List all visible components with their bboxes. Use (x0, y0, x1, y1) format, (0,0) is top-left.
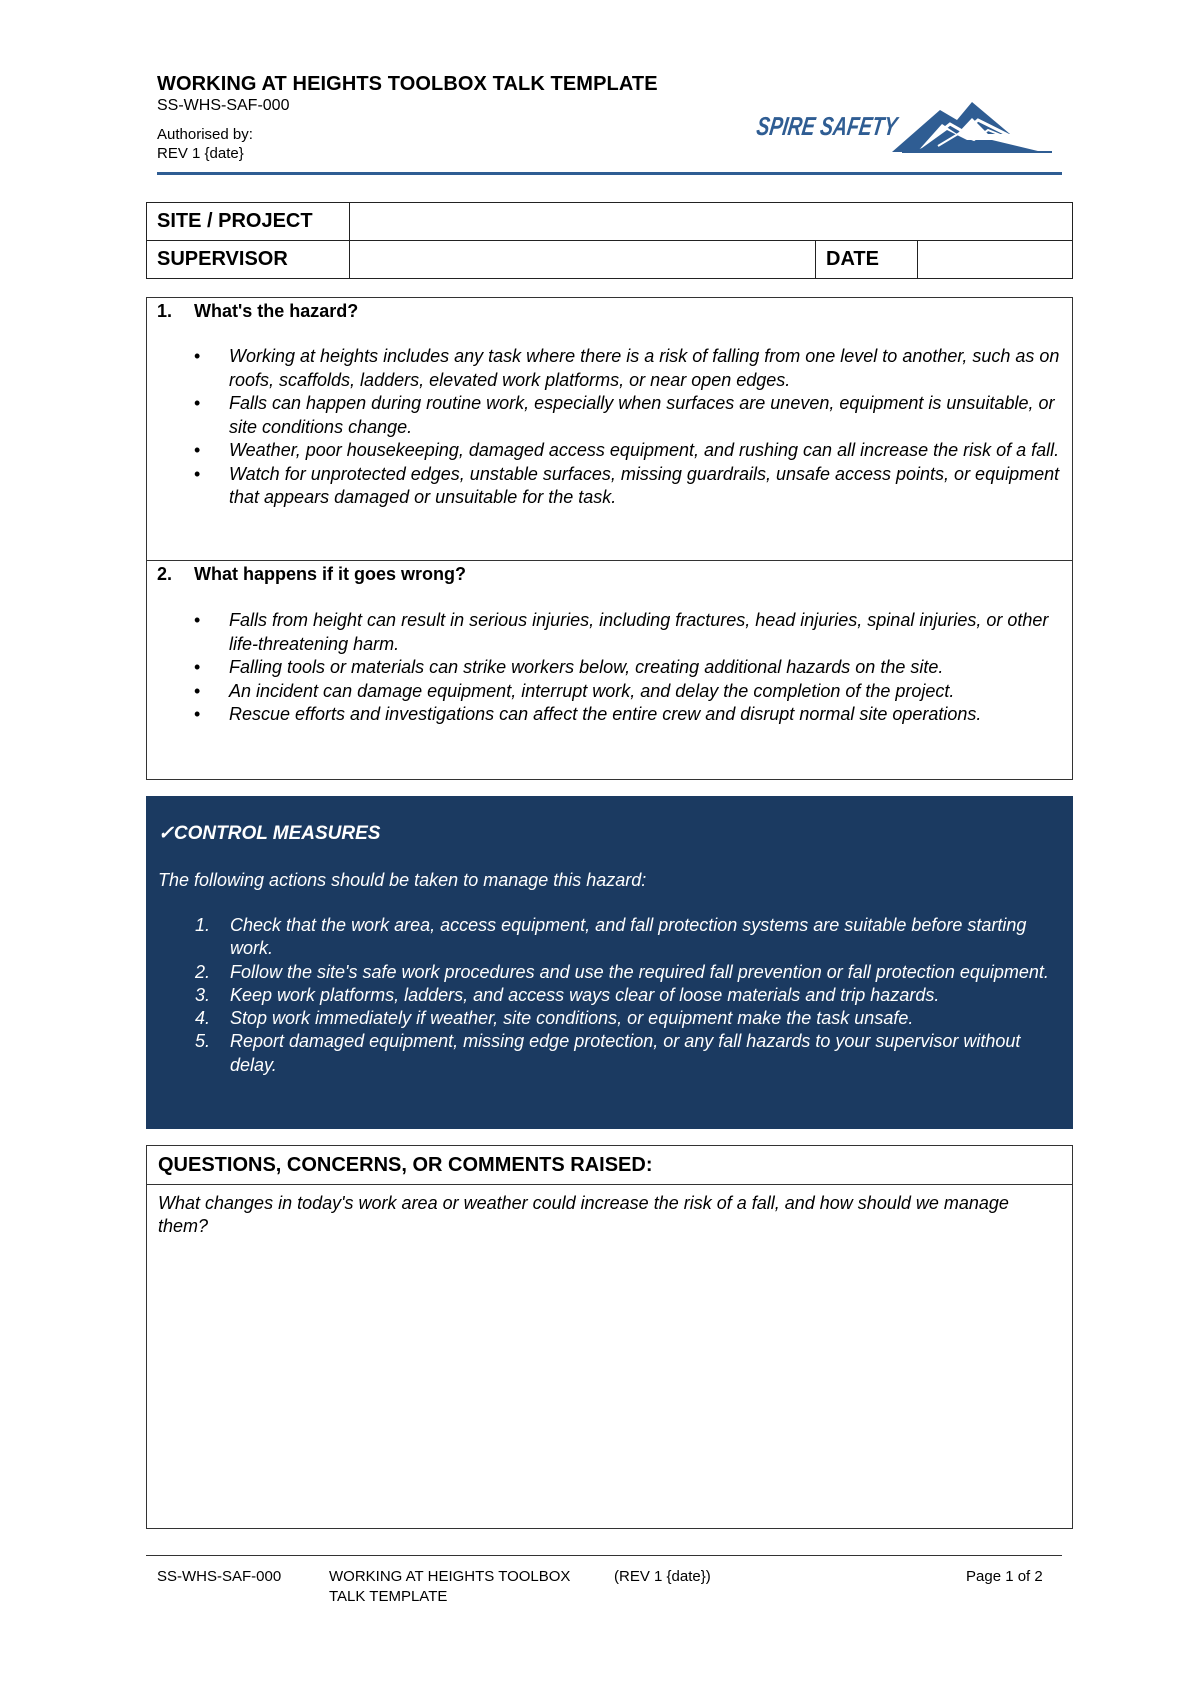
authorised-by: Authorised by: (157, 126, 253, 143)
logo-wordmark: SPIRE SAFETY (754, 111, 947, 141)
footer-code: SS-WHS-SAF-000 (157, 1568, 282, 1585)
list-item (158, 1007, 1063, 1030)
list-item (158, 1030, 1063, 1077)
date-field[interactable] (918, 241, 1073, 279)
list-item: • An incident can damage equipment, interrupt work, and delay the completion of the project. (157, 680, 1062, 704)
document-code: SS-WHS-SAF-000 (157, 97, 290, 114)
footer-rule (146, 1555, 1062, 1556)
mountain-logo-icon (752, 90, 1052, 154)
item-text: Follow the site's safe work procedures and use the required fall prevention or fall protection equipment. (230, 961, 1049, 982)
spire-safety-logo (752, 90, 1052, 154)
item-number: 3. (195, 984, 211, 1005)
questions-box (146, 1145, 1073, 1529)
list-item (158, 984, 1063, 1007)
list-item: • Falls from height can result in serious injuries, including fractures, head injuries, spinal injuries, or other life-threatening harm. (157, 609, 1062, 656)
date-label: DATE (816, 241, 918, 279)
footer-revision: (REV 1 {date}) (614, 1568, 711, 1585)
document-title: WORKING AT HEIGHTS TOOLBOX TALK TEMPLATE (157, 73, 658, 95)
footer-page-number: Page 1 of 2 (966, 1568, 1043, 1585)
site-project-label: SITE / PROJECT (147, 203, 350, 241)
control-measures-panel (146, 796, 1073, 1129)
control-measures-title: ✓CONTROL MEASURES (158, 823, 381, 844)
footer-title-line-1: WORKING AT HEIGHTS TOOLBOX (329, 1568, 571, 1585)
header-rule (157, 172, 1062, 175)
item-text: Check that the work area, access equipment, and fall protection systems are suitable before starting work. (230, 915, 1027, 959)
list-item: • Working at heights includes any task where there is a risk of falling from one level to another, such as on roofs, scaffolds, ladders, elevated work platforms, or near open edges. (157, 345, 1062, 392)
item-number: 1. (195, 915, 211, 935)
questions-prompt[interactable]: What changes in today's work area or weather could increase the risk of a fall, and how should we manage them? (158, 1193, 1009, 1236)
section-title: What's the hazard? (194, 301, 359, 321)
section-hazard (147, 298, 1072, 561)
section-heading (157, 298, 1062, 322)
list-item: • Weather, poor housekeeping, damaged access equipment, and rushing can all increase the risk of a fall. (157, 439, 1062, 463)
consequence-bullet-list (157, 609, 1062, 727)
list-item: • Watch for unprotected edges, unstable surfaces, missing guardrails, unsafe access points, or equipment that appears damaged or unsuitable for the task. (157, 463, 1062, 510)
hazard-sections-box (146, 297, 1073, 780)
revision: REV 1 {date} (157, 145, 244, 162)
list-item: • Falls can happen during routine work, especially when surfaces are uneven, equipment is unsuitable, or site conditions change. (157, 392, 1062, 439)
site-info-table (146, 202, 1073, 279)
section-heading (157, 561, 1062, 585)
item-number: 5. (195, 1031, 211, 1052)
item-text: Keep work platforms, ladders, and access ways clear of loose materials and trip hazards. (230, 984, 940, 1005)
item-number: 4. (195, 1008, 211, 1029)
section-number: 1. (157, 301, 173, 321)
list-item (158, 914, 1063, 961)
control-measures-list (158, 914, 1063, 1077)
control-measures-intro: The following actions should be taken to manage this hazard: (158, 870, 647, 890)
list-item (158, 961, 1063, 984)
section-consequences (147, 561, 1072, 727)
document-header (157, 72, 1062, 174)
list-item: • Rescue efforts and investigations can affect the entire crew and disrupt normal site operations. (157, 703, 1062, 727)
supervisor-field[interactable] (350, 241, 816, 279)
questions-heading: QUESTIONS, CONCERNS, OR COMMENTS RAISED: (147, 1146, 1072, 1185)
item-text: Stop work immediately if weather, site conditions, or equipment make the task unsafe. (230, 1008, 914, 1029)
list-item: • Falling tools or materials can strike workers below, creating additional hazards on the site. (157, 656, 1062, 680)
item-text: Report damaged equipment, missing edge protection, or any fall hazards to your supervisor without delay. (230, 1031, 1021, 1075)
section-title: What happens if it goes wrong? (194, 564, 466, 584)
section-number: 2. (157, 564, 173, 584)
hazard-bullet-list (157, 345, 1062, 510)
footer-title (329, 1567, 570, 1607)
item-number: 2. (195, 961, 211, 982)
supervisor-label: SUPERVISOR (147, 241, 350, 279)
footer-title-line-2: TALK TEMPLATE (329, 1588, 448, 1605)
site-project-field[interactable] (350, 203, 1073, 241)
